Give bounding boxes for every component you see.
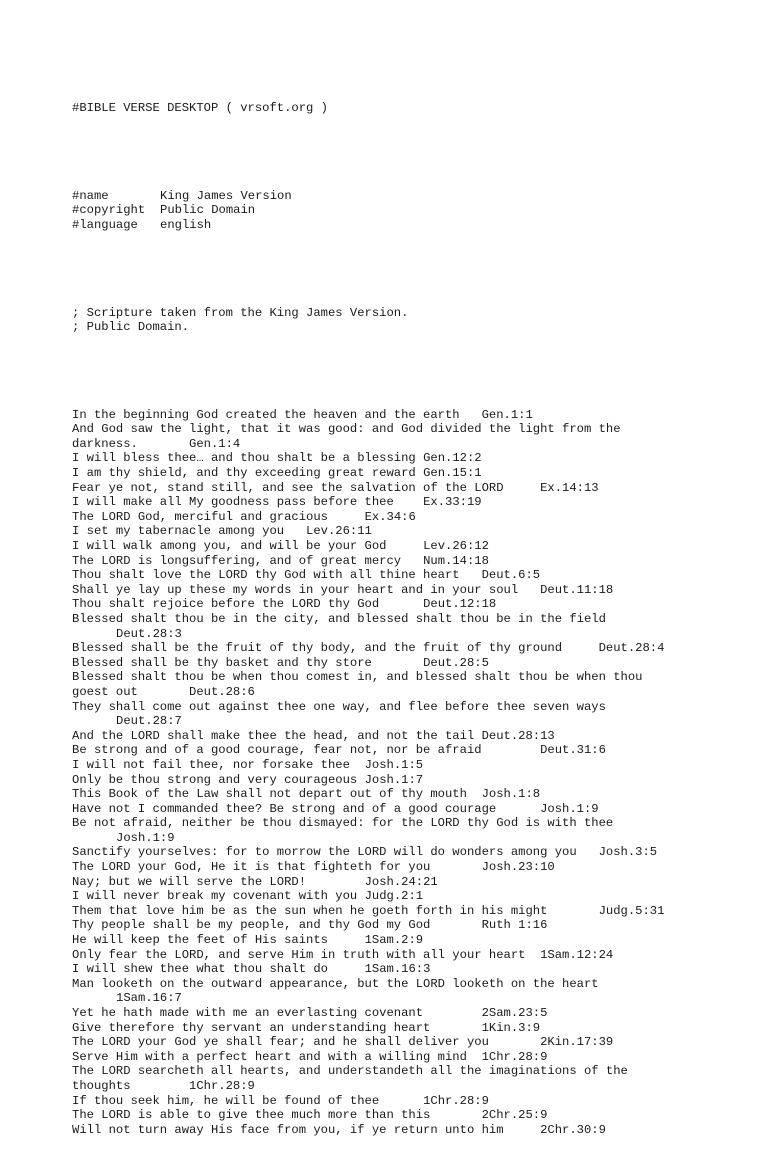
verse-reference: Gen.12:2 (423, 451, 482, 466)
verse-text: Blessed shall be thy basket and thy store (72, 655, 372, 670)
verse-reference-line (72, 627, 712, 642)
metadata-value: english (160, 217, 212, 232)
verse-reference: Deut.28:6 (189, 684, 255, 699)
verse-reference: Ex.33:19 (423, 495, 482, 510)
verse-line (72, 1094, 712, 1109)
verse-line (72, 422, 712, 437)
verse-text: The LORD God, merciful and gracious (72, 509, 328, 524)
verse-reference: Josh.24:21 (364, 874, 438, 889)
verse-reference: Deut.11:18 (540, 582, 614, 597)
verse-line (72, 568, 712, 583)
verse-entry (72, 977, 712, 1006)
verse-entry (72, 656, 712, 671)
verse-reference: 1Sam.16:3 (364, 962, 431, 977)
verse-line (72, 860, 712, 875)
verse-reference: 1Kin.3:9 (481, 1020, 541, 1035)
verse-reference: Gen.1:4 (189, 436, 241, 451)
verse-text: I am thy shield, and thy exceeding great reward (72, 466, 416, 481)
verse-entry (72, 729, 712, 744)
verse-entry (72, 1094, 712, 1109)
verse-text-continuation: goest out (72, 684, 138, 699)
verse-entry (72, 583, 712, 598)
verse-line (72, 918, 712, 933)
verse-entry (72, 889, 712, 904)
verse-text: Thou shalt rejoice before the LORD thy God (72, 597, 380, 612)
verse-text: I will make all My goodness pass before thee (72, 495, 394, 510)
verse-text: The LORD is longsuffering, and of great mercy (72, 553, 402, 568)
verse-line (72, 773, 712, 788)
verse-entry (72, 612, 712, 641)
verse-line (72, 1064, 712, 1079)
verse-text: And God saw the light, that it was good: and God divided the light from the (72, 422, 621, 437)
verse-text: Them that love him be as the sun when he goeth forth in his might (72, 903, 548, 918)
verse-reference: Num.14:18 (423, 553, 489, 568)
verse-text: Blessed shalt thou be in the city, and blessed shalt thou be in the field (72, 611, 606, 626)
verse-line (72, 875, 712, 890)
verse-text: Give therefore thy servant an understanding heart (72, 1020, 431, 1035)
verse-text: Serve Him with a perfect heart and with a willing mind (72, 1049, 467, 1064)
verse-entry (72, 539, 712, 554)
verse-line (72, 743, 712, 758)
verse-text: Only fear the LORD, and serve Him in truth with all your heart (72, 947, 526, 962)
comment-line: ; Scripture taken from the King James Version. (72, 305, 409, 320)
verse-text: Sanctify yourselves: for to morrow the LORD will do wonders among you (72, 845, 577, 860)
verse-entry (72, 860, 712, 875)
verse-reference: Josh.1:9 (540, 801, 599, 816)
verse-line (72, 466, 712, 481)
verse-entry (72, 568, 712, 583)
verse-line (72, 802, 712, 817)
verse-line (72, 408, 712, 423)
verse-reference-line (72, 714, 712, 729)
verse-entry (72, 641, 712, 656)
verse-line (72, 1021, 712, 1036)
verse-entry (72, 408, 712, 423)
verse-line (72, 510, 712, 525)
metadata-value: King James Version (160, 188, 292, 203)
verse-entry (72, 962, 712, 977)
verse-text: Have not I commanded thee? Be strong and of a good courage (72, 801, 497, 816)
verse-entry (72, 1035, 712, 1050)
metadata-line (72, 189, 712, 204)
verse-text: They shall come out against thee one way, and flee before thee seven ways (72, 699, 606, 714)
verse-line (72, 481, 712, 496)
verse-text: The LORD is able to give thee much more than this (72, 1108, 431, 1123)
verse-reference: Deut.28:4 (598, 641, 665, 656)
verse-entry (72, 466, 712, 481)
verse-line (72, 889, 712, 904)
verse-text: Nay; but we will serve the LORD! (72, 874, 307, 889)
metadata-key: #language (72, 217, 138, 232)
verse-line (72, 962, 712, 977)
verse-line (72, 495, 712, 510)
verse-reference: Josh.1:8 (481, 787, 541, 802)
verse-entry (72, 773, 712, 788)
verse-entry (72, 422, 712, 451)
blank-line (72, 145, 712, 160)
verse-line (72, 904, 712, 919)
verse-reference: Ex.34:6 (364, 509, 416, 524)
verse-text: He will keep the feet of His saints (72, 933, 328, 948)
verse-entry (72, 1050, 712, 1065)
verse-document (72, 72, 712, 1152)
verse-line (72, 1035, 712, 1050)
metadata-block (72, 189, 712, 233)
verse-entry (72, 510, 712, 525)
verse-line (72, 612, 712, 627)
verse-text: Fear ye not, stand still, and see the salvation of the LORD (72, 480, 504, 495)
verse-reference: 2Sam.23:5 (481, 1006, 548, 1020)
verse-reference: Deut.28:13 (481, 728, 555, 743)
verse-line (72, 524, 712, 539)
document-title: #BIBLE VERSE DESKTOP ( vrsoft.org ) (72, 101, 328, 116)
verse-line (72, 1006, 712, 1021)
verse-line (72, 787, 712, 802)
verse-text: I will not fail thee, nor forsake thee (72, 757, 350, 772)
verse-text: Thou shalt love the LORD thy God with all thine heart (72, 568, 460, 583)
verse-reference: Judg.5:31 (598, 903, 665, 918)
verse-line (72, 583, 712, 598)
verse-line (72, 656, 712, 671)
verse-reference: Deut.31:6 (540, 743, 606, 758)
verse-line (72, 641, 712, 656)
verse-line (72, 845, 712, 860)
verse-entry (72, 845, 712, 860)
verse-entry (72, 495, 712, 510)
verse-text: I set my tabernacle among you (72, 524, 285, 539)
verse-line (72, 758, 712, 773)
verse-line (72, 1108, 712, 1123)
notes-block (72, 306, 712, 335)
verse-entry (72, 597, 712, 612)
metadata-value: Public Domain (160, 203, 256, 218)
verse-reference: Deut.12:18 (423, 597, 497, 612)
verse-line (72, 977, 712, 992)
verse-entry (72, 948, 712, 963)
verse-reference: 1Chr.28:9 (189, 1078, 255, 1093)
verse-entry (72, 787, 712, 802)
verse-text: I will shew thee what thou shalt do (72, 962, 328, 977)
verse-reference: Deut.28:5 (423, 655, 489, 670)
verse-line (72, 729, 712, 744)
verse-reference: Lev.26:12 (423, 539, 489, 553)
metadata-line (72, 218, 712, 233)
verse-reference: Josh.1:7 (364, 772, 424, 787)
verse-line (72, 539, 712, 554)
verse-text: The LORD your God, He it is that fighteth for you (72, 860, 431, 875)
verse-reference-line (72, 831, 712, 846)
verse-line (72, 670, 712, 685)
verse-entry (72, 816, 712, 845)
verse-reference: 2Kin.17:39 (540, 1035, 614, 1050)
verse-text: Will not turn away His face from you, if ye return unto him (72, 1122, 504, 1137)
verse-reference: 1Chr.28:9 (423, 1093, 489, 1108)
verse-reference: 2Chr.30:9 (540, 1122, 606, 1137)
verse-text: The LORD searcheth all hearts, and understandeth all the imaginations of the (72, 1064, 628, 1079)
verse-entry (72, 1006, 712, 1021)
verse-text: The LORD your God ye shall fear; and he shall deliver you (72, 1035, 489, 1050)
verse-entry (72, 933, 712, 948)
verse-entry (72, 802, 712, 817)
verse-text: I will never break my covenant with you (72, 889, 358, 904)
metadata-line (72, 203, 712, 218)
verse-line (72, 948, 712, 963)
verse-entry (72, 758, 712, 773)
verse-reference: Gen.1:1 (481, 407, 533, 422)
verse-line (72, 816, 712, 831)
verse-text: Thy people shall be my people, and thy God my God (72, 918, 431, 933)
verse-list (72, 408, 712, 1138)
blank-line (72, 262, 712, 277)
verse-text: Be strong and of a good courage, fear not, nor be afraid (72, 743, 482, 758)
verse-reference: Lev.26:11 (306, 524, 372, 539)
verse-reference: 1Sam.16:7 (116, 991, 182, 1006)
verse-text: And the LORD shall make thee the head, and not the tail (72, 728, 475, 743)
verse-text: I will bless thee… and thou shalt be a blessing (72, 451, 416, 466)
verse-text: Yet he hath made with me an everlasting covenant (72, 1006, 424, 1020)
verse-reference: 1Sam.12:24 (540, 947, 614, 962)
verse-text: Man looketh on the outward appearance, but the LORD looketh on the heart (72, 976, 599, 991)
verse-text: In the beginning God created the heaven and the earth (72, 407, 460, 422)
verse-entry (72, 875, 712, 890)
verse-entry (72, 918, 712, 933)
verse-reference: Judg.2:1 (364, 889, 424, 904)
verse-continuation-line (72, 685, 712, 700)
verse-reference: Josh.1:9 (116, 830, 175, 845)
verse-reference: 2Chr.25:9 (481, 1108, 548, 1123)
verse-text: Only be thou strong and very courageous (72, 772, 358, 787)
verse-line (72, 1050, 712, 1065)
verse-line (72, 554, 712, 569)
metadata-key: #name (72, 188, 109, 203)
verse-reference: Ruth 1:16 (481, 918, 548, 933)
verse-reference: 1Chr.28:9 (481, 1049, 548, 1064)
verse-entry (72, 554, 712, 569)
verse-text: Be not afraid, neither be thou dismayed: for the LORD thy God is with thee (72, 816, 614, 831)
verse-text-continuation: thoughts (72, 1078, 131, 1093)
verse-entry (72, 743, 712, 758)
verse-line (72, 451, 712, 466)
verse-reference: Deut.28:3 (116, 626, 182, 641)
verse-entry (72, 1021, 712, 1036)
verse-reference: Ex.14:13 (540, 480, 599, 495)
verse-reference: Deut.6:5 (481, 568, 541, 583)
verse-text: Shall ye lay up these my words in your heart and in your soul (72, 582, 519, 597)
verse-text: Blessed shalt thou be when thou comest in, and blessed shalt thou be when thou (72, 670, 643, 685)
verse-entry (72, 904, 712, 919)
verse-reference: Josh.3:5 (598, 845, 658, 860)
verse-continuation-line (72, 437, 712, 452)
verse-line (72, 1123, 712, 1138)
verse-entry (72, 1108, 712, 1123)
verse-reference: Josh.1:5 (364, 757, 424, 772)
metadata-key: #copyright (72, 203, 146, 218)
verse-reference: 1Sam.2:9 (364, 933, 424, 948)
verse-line (72, 933, 712, 948)
verse-entry (72, 524, 712, 539)
verse-reference-line (72, 991, 712, 1006)
verse-continuation-line (72, 1079, 712, 1094)
verse-text: If thou seek him, he will be found of thee (72, 1093, 380, 1108)
comment-line: ; Public Domain. (72, 320, 190, 335)
verse-reference: Deut.28:7 (116, 714, 182, 729)
verse-reference: Josh.23:10 (481, 860, 555, 875)
verse-line (72, 597, 712, 612)
verse-entry (72, 1064, 712, 1093)
verse-entry (72, 700, 712, 729)
verse-text: Blessed shall be the fruit of thy body, and the fruit of thy ground (72, 641, 563, 656)
verse-reference: Gen.15:1 (423, 466, 482, 481)
verse-text-continuation: darkness. (72, 436, 138, 451)
verse-entry (72, 481, 712, 496)
blank-line (72, 364, 712, 379)
verse-entry (72, 451, 712, 466)
verse-text: This Book of the Law shall not depart out of thy mouth (72, 787, 467, 802)
verse-text: I will walk among you, and will be your God (72, 539, 387, 553)
verse-entry (72, 670, 712, 699)
verse-line (72, 700, 712, 715)
verse-entry (72, 1123, 712, 1138)
